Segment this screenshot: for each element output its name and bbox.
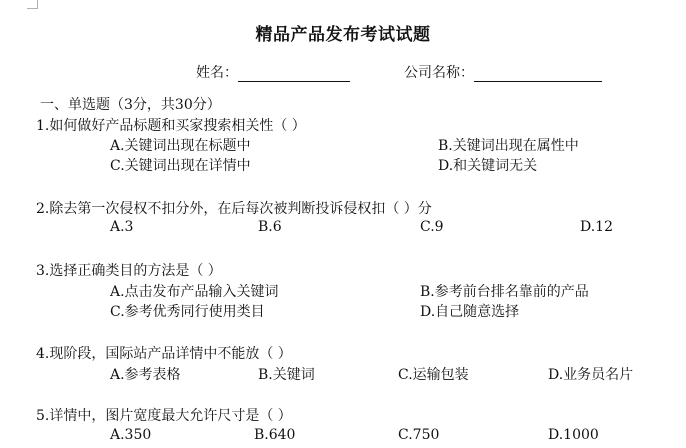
question-3: 3.选择正确类目的方法是（ ） [36, 263, 222, 279]
exam-title: 精品产品发布考试试题 [255, 25, 431, 45]
q3-option-c: C.参考优秀同行使用类目 [110, 304, 265, 320]
q1-option-c: C.关键词出现在详情中 [110, 158, 251, 174]
company-label: 公司名称： [404, 65, 474, 81]
q1-option-a: A.关键词出现在标题中 [110, 138, 251, 154]
question-2: 2.除去第一次侵权不扣分外，在后每次被判断投诉侵权扣（ ）分 [36, 201, 432, 217]
q2-option-c: C.9 [420, 219, 444, 235]
q3-option-b: B.参考前台排名靠前的产品 [420, 284, 589, 300]
q5-option-b: B.640 [254, 427, 296, 443]
name-field [196, 62, 350, 82]
q3-option-d: D.自己随意选择 [420, 304, 520, 320]
q3-option-a: A.点击发布产品输入关键词 [110, 284, 279, 300]
name-blank-line[interactable] [238, 64, 350, 82]
q5-option-d: D.1000 [548, 427, 599, 443]
company-field [404, 62, 602, 82]
q1-option-d: D.和关键词无关 [438, 158, 538, 174]
question-5: 5.详情中，图片宽度最大允许尺寸是（ ） [36, 408, 292, 424]
q4-option-a: A.参考表格 [110, 367, 181, 383]
q4-option-d: D.业务员名片 [548, 367, 634, 383]
corner-crop-mark [27, 0, 38, 9]
company-blank-line[interactable] [474, 64, 602, 82]
question-4: 4.现阶段，国际站产品详情中不能放（ ） [36, 346, 292, 362]
q2-option-d: D.12 [580, 219, 613, 235]
q5-option-c: C.750 [398, 427, 440, 443]
name-label: 姓名： [196, 65, 238, 81]
q4-option-b: B.关键词 [258, 367, 315, 383]
q2-option-a: A.3 [110, 219, 134, 235]
question-1: 1.如何做好产品标题和买家搜索相关性（ ） [36, 118, 306, 134]
q1-option-b: B.关键词出现在属性中 [438, 138, 579, 154]
section-heading: 一、单选题（3分，共30分） [40, 97, 221, 113]
q4-option-c: C.运输包装 [398, 367, 469, 383]
q2-option-b: B.6 [258, 219, 282, 235]
q5-option-a: A.350 [110, 427, 152, 443]
